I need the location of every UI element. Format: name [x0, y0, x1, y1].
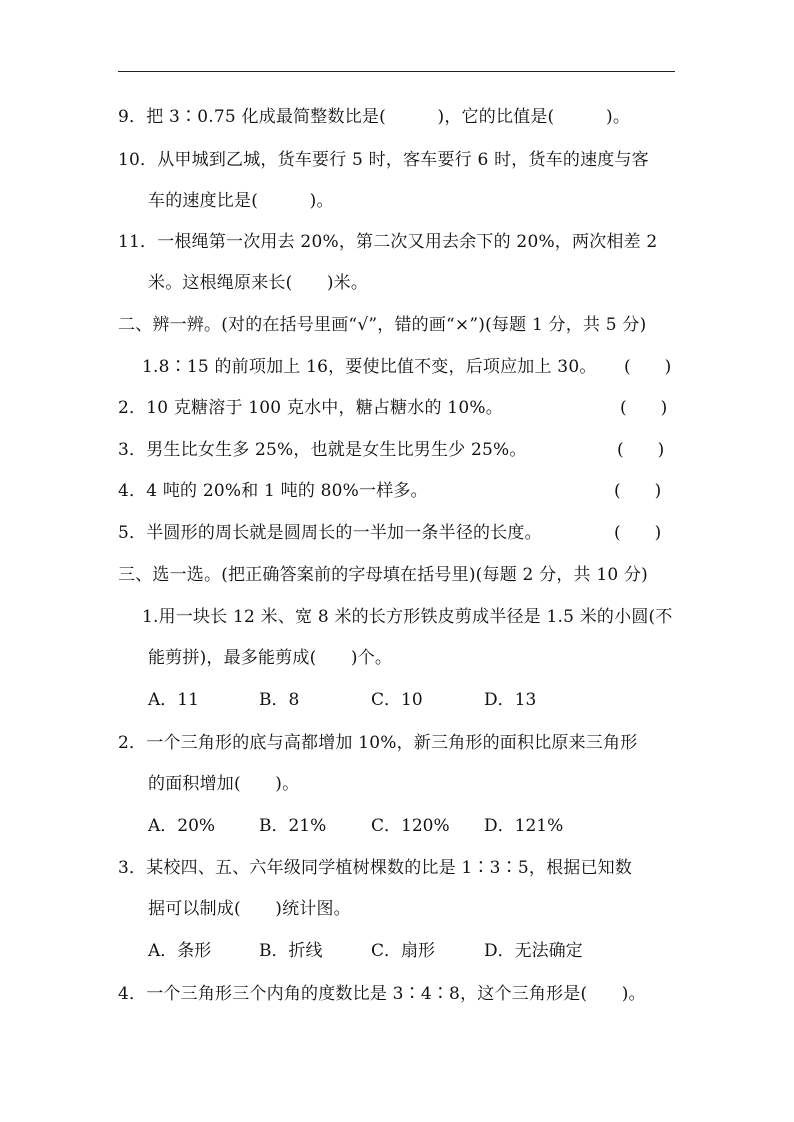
question-10-line-2: 车的速度比是( )。 — [148, 191, 334, 211]
choice-3-option-b: B．折线 — [259, 941, 323, 961]
choice-1-option-b: B．8 — [259, 690, 300, 710]
judge-item-1: 1.8∶15 的前项加上 16，要使比值不变，后项应加上 30。 — [142, 357, 597, 377]
question-9: 9．把 3∶0.75 化成最简整数比是( )，它的比值是( )。 — [118, 107, 631, 127]
choice-question-2-line-1: 2．一个三角形的底与高都增加 10%，新三角形的面积比原来三角形 — [118, 733, 638, 753]
choice-question-3-line-2: 据可以制成( )统计图。 — [148, 899, 351, 919]
choice-2-option-b: B．21% — [259, 816, 327, 836]
choice-3-option-a: A．条形 — [148, 941, 212, 961]
choice-2-option-a: A．20% — [148, 816, 216, 836]
judge-item-2: 2．10 克糖溶于 100 克水中，糖占糖水的 10%。 — [118, 398, 503, 418]
choice-2-option-d: D．121% — [484, 816, 564, 836]
question-10-line-1: 10．从甲城到乙城，货车要行 5 时，客车要行 6 时，货车的速度与客 — [118, 150, 649, 170]
header-rule — [118, 71, 675, 72]
question-11-line-1: 11．一根绳第一次用去 20%，第二次又用去余下的 20%，两次相差 2 — [118, 232, 658, 252]
judge-answer-paren-4[interactable]: ( ) — [614, 481, 662, 501]
choice-1-option-a: A．11 — [148, 690, 199, 710]
choice-1-option-c: C．10 — [371, 690, 423, 710]
choice-3-option-c: C．扇形 — [371, 941, 436, 961]
section-3-heading: 三、选一选。(把正确答案前的字母填在括号里)(每题 2 分，共 10 分) — [118, 565, 648, 585]
judge-item-3: 3．男生比女生多 25%，也就是女生比男生少 25%。 — [118, 440, 527, 460]
choice-1-option-d: D．13 — [484, 690, 537, 710]
choice-question-3-line-1: 3．某校四、五、六年级同学植树棵数的比是 1∶3∶5，根据已知数 — [118, 858, 633, 878]
judge-answer-paren-1[interactable]: ( ) — [624, 357, 672, 377]
judge-item-5: 5．半圆形的周长就是圆周长的一半加一条半径的长度。 — [118, 523, 542, 543]
judge-answer-paren-3[interactable]: ( ) — [617, 440, 665, 460]
choice-2-option-c: C．120% — [371, 816, 450, 836]
judge-answer-paren-5[interactable]: ( ) — [614, 523, 662, 543]
judge-answer-paren-2[interactable]: ( ) — [620, 398, 668, 418]
judge-item-4: 4．4 吨的 20%和 1 吨的 80%一样多。 — [118, 481, 428, 501]
choice-question-2-line-2: 的面积增加( )。 — [148, 774, 300, 794]
choice-question-4-line-1: 4．一个三角形三个内角的度数比是 3∶4∶8，这个三角形是( )。 — [118, 984, 646, 1004]
choice-3-option-d: D．无法确定 — [484, 941, 583, 961]
choice-question-1-line-2: 能剪拼)，最多能剪成( )个。 — [148, 648, 393, 668]
question-11-line-2: 米。这根绳原来长( )米。 — [148, 273, 369, 293]
section-2-heading: 二、辨一辨。(对的在括号里画“√”，错的画“×”)(每题 1 分，共 5 分) — [118, 315, 647, 335]
choice-question-1-line-1: 1.用一块长 12 米、宽 8 米的长方形铁皮剪成半径是 1.5 米的小圆(不 — [142, 607, 673, 627]
